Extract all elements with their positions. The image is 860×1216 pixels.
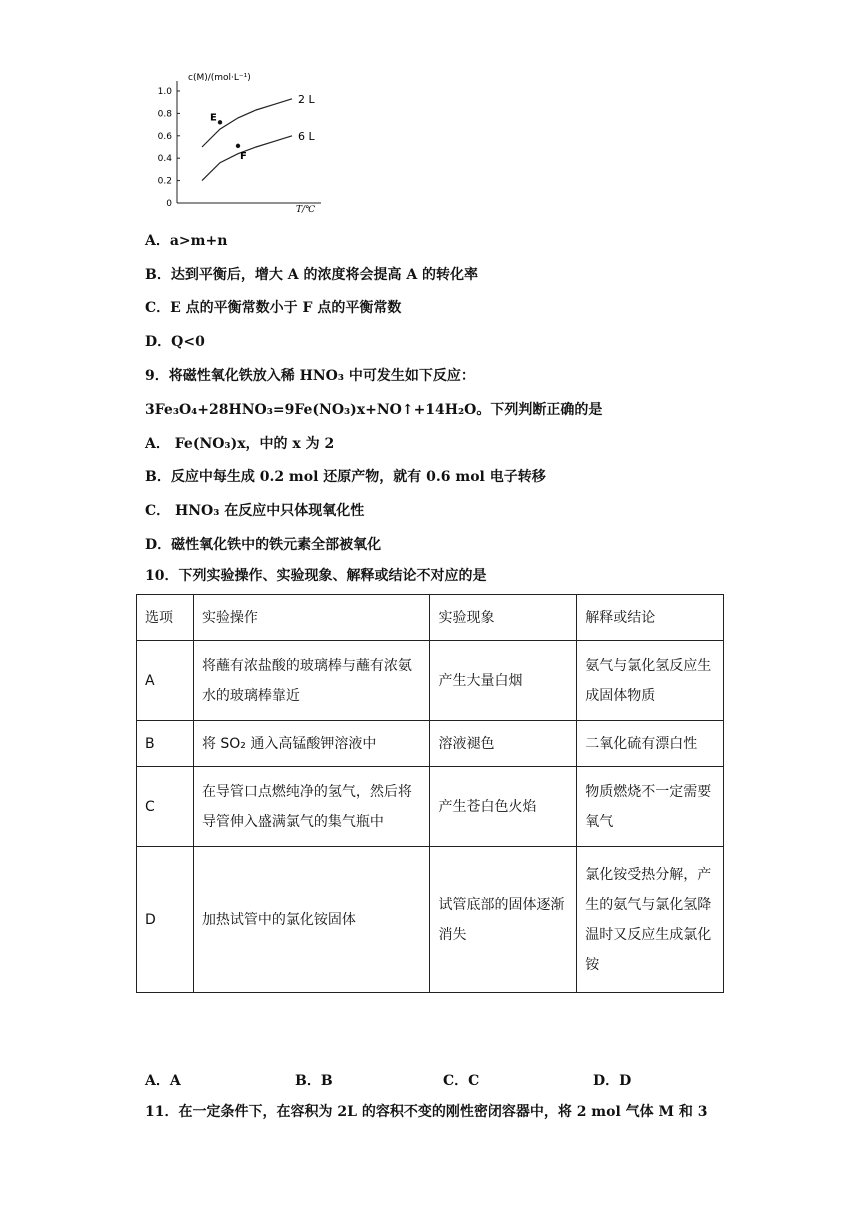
y-tick-label: 0.4 bbox=[157, 154, 172, 165]
header-operation: 实验操作 bbox=[193, 595, 430, 641]
series-line-1 bbox=[202, 136, 292, 181]
header-conclusion: 解释或结论 bbox=[577, 595, 724, 641]
series-label: 2 L bbox=[298, 92, 315, 106]
row-conclusion: 氯化铵受热分解，产生的氨气与氯化氢降温时又反应生成氯化铵 bbox=[577, 847, 724, 993]
row-option: C bbox=[137, 767, 194, 847]
experiment-table bbox=[136, 594, 724, 993]
table-row bbox=[137, 641, 724, 721]
q10-option-b: B．B bbox=[295, 1073, 333, 1089]
q10-stem: 10．下列实验操作、实验现象、解释或结论不对应的是 bbox=[145, 568, 487, 584]
series-label: 6 L bbox=[298, 129, 315, 143]
table-header-row bbox=[137, 595, 724, 641]
y-tick-label: 0.6 bbox=[157, 131, 172, 142]
chart-y-label: c(M)/(mol·L⁻¹) bbox=[188, 73, 251, 83]
q9-stem: 9．将磁性氧化铁放入稀 HNO₃ 中可发生如下反应： bbox=[145, 368, 475, 384]
point-label: F bbox=[240, 150, 247, 162]
table-row bbox=[137, 847, 724, 993]
table-row bbox=[137, 767, 724, 847]
row-conclusion: 物质燃烧不一定需要氧气 bbox=[577, 767, 724, 847]
q8-option-c: C．E 点的平衡常数小于 F 点的平衡常数 bbox=[145, 300, 402, 316]
q8-option-d: D．Q<0 bbox=[145, 334, 205, 350]
point-F bbox=[236, 144, 240, 148]
row-phenomenon: 产生大量白烟 bbox=[430, 641, 577, 721]
q10-option-d: D．D bbox=[593, 1073, 632, 1089]
row-option: B bbox=[137, 721, 194, 767]
concentration-temperature-chart bbox=[150, 66, 330, 216]
row-operation: 加热试管中的氯化铵固体 bbox=[193, 847, 430, 993]
row-operation: 将 SO₂ 通入高锰酸钾溶液中 bbox=[193, 721, 430, 767]
q9-equation: 3Fe₃O₄+28HNO₃=9Fe(NO₃)x+NO↑+14H₂O。下列判断正确的是 bbox=[145, 402, 603, 418]
point-label: E bbox=[210, 112, 217, 124]
q9-option-d: D．磁性氧化铁中的铁元素全部被氧化 bbox=[145, 537, 382, 553]
row-conclusion: 二氧化硫有漂白性 bbox=[577, 721, 724, 767]
row-operation: 在导管口点燃纯净的氢气，然后将导管伸入盛满氯气的集气瓶中 bbox=[193, 767, 430, 847]
header-option: 选项 bbox=[137, 595, 194, 641]
chart-x-label: T/℃ bbox=[296, 205, 316, 215]
y-tick-label: 1.0 bbox=[157, 87, 172, 97]
q10-option-a: A．A bbox=[145, 1073, 181, 1089]
y-tick-label: 0 bbox=[166, 199, 172, 209]
row-option: A bbox=[137, 641, 194, 721]
row-phenomenon: 产生苍白色火焰 bbox=[430, 767, 577, 847]
row-operation: 将蘸有浓盐酸的玻璃棒与蘸有浓氨水的玻璃棒靠近 bbox=[193, 641, 430, 721]
y-tick-label: 0.8 bbox=[157, 109, 172, 120]
q9-option-b: B．反应中每生成 0.2 mol 还原产物，就有 0.6 mol 电子转移 bbox=[145, 469, 546, 485]
table-row bbox=[137, 721, 724, 767]
y-tick-label: 0.2 bbox=[157, 176, 172, 187]
point-E bbox=[218, 120, 222, 124]
row-conclusion: 氨气与氯化氢反应生成固体物质 bbox=[577, 641, 724, 721]
q8-option-a: A．a>m+n bbox=[145, 233, 228, 249]
q11-stem: 11．在一定条件下，在容积为 2L 的容积不变的刚性密闭容器中，将 2 mol 气体 M 和 3 bbox=[145, 1104, 708, 1120]
q8-option-b: B．达到平衡后，增大 A 的浓度将会提高 A 的转化率 bbox=[145, 267, 479, 283]
q9-option-c: C． HNO₃ 在反应中只体现氧化性 bbox=[145, 503, 365, 519]
q10-option-c: C．C bbox=[443, 1073, 480, 1089]
header-phenomenon: 实验现象 bbox=[430, 595, 577, 641]
row-phenomenon: 溶液褪色 bbox=[430, 721, 577, 767]
row-option: D bbox=[137, 847, 194, 993]
row-phenomenon: 试管底部的固体逐渐消失 bbox=[430, 847, 577, 993]
q9-option-a: A． Fe(NO₃)x，中的 x 为 2 bbox=[145, 436, 335, 452]
